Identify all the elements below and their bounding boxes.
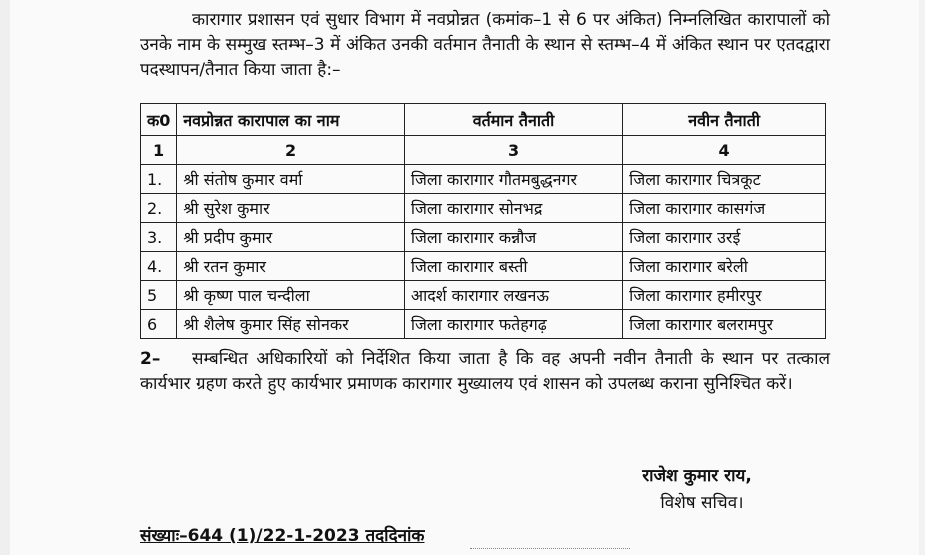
table-row xyxy=(141,281,826,310)
current-posting: आदर्श कारागार लखनऊ xyxy=(404,281,622,310)
cutoff-line-trace xyxy=(470,548,630,555)
current-posting: जिला कारागार कन्नौज xyxy=(404,223,622,252)
new-posting: जिला कारागार हमीरपुर xyxy=(623,281,826,310)
column-number-row xyxy=(141,136,826,165)
paragraph-2-text: सम्बन्धित अधिकारियों को निर्देशित किया जाता है कि वह अपनी नवीन तैनाती के स्थान पर तत्काल कार्यभार ग्रहण करते हुए कार्यभार प्रमाणक कारागार मुख्यालय एवं शासन को उपलब्ध कराना सुनिश्चित करें। xyxy=(140,349,830,394)
row-serial: 2. xyxy=(141,194,177,223)
officer-name: श्री सुरेश कुमार xyxy=(177,194,405,223)
officer-name: श्री कृष्ण पाल चन्दीला xyxy=(177,281,405,310)
col-number: 1 xyxy=(141,136,177,165)
signatory-designation: विशेष सचिव। xyxy=(660,493,744,513)
table-row xyxy=(141,165,826,194)
row-serial: 3. xyxy=(141,223,177,252)
col-number: 2 xyxy=(177,136,405,165)
intro-paragraph: कारागार प्रशासन एवं सुधार विभाग में नवप्रोन्नत (कमांक–1 से 6 पर अंकित) निम्नलिखित कारापालों को उनके नाम के सम्मुख स्तम्भ–3 में अंकित उनकी वर्तमान तैनाती के स्थान से स्तम्भ–4 में अंकित स्थान पर एतदद्वारा पदस्थापन/तैनात किया जाता है:– xyxy=(140,10,830,80)
col-number: 4 xyxy=(623,136,826,165)
officer-name: श्री शैलेष कुमार सिंह सोनकर xyxy=(177,310,405,339)
paragraph-2 xyxy=(140,347,830,397)
posting-table xyxy=(140,103,826,339)
row-serial: 5 xyxy=(141,281,177,310)
current-posting: जिला कारागार गौतमबुद्धनगर xyxy=(404,165,622,194)
new-posting: जिला कारागार चित्रकूट xyxy=(623,165,826,194)
current-posting: जिला कारागार सोनभद्र xyxy=(404,194,622,223)
current-posting: जिला कारागार फतेहगढ़ xyxy=(404,310,622,339)
page-right-shadow xyxy=(919,0,925,555)
col-number: 3 xyxy=(404,136,622,165)
new-posting: जिला कारागार बरेली xyxy=(623,252,826,281)
new-posting: जिला कारागार उरई xyxy=(623,223,826,252)
header-new-posting: नवीन तैनाती xyxy=(623,104,826,136)
header-name: नवप्रोन्नत कारापाल का नाम xyxy=(177,104,405,136)
page-left-shadow xyxy=(0,0,10,555)
table-row xyxy=(141,310,826,339)
officer-name: श्री रतन कुमार xyxy=(177,252,405,281)
paragraph-number: 2– xyxy=(140,349,161,369)
reference-number: संख्याः–644 (1)/22-1-2023 तददिनांक xyxy=(140,526,425,546)
header-serial: क0 xyxy=(141,104,177,136)
officer-name: श्री प्रदीप कुमार xyxy=(177,223,405,252)
row-serial: 4. xyxy=(141,252,177,281)
row-serial: 1. xyxy=(141,165,177,194)
new-posting: जिला कारागार बलरामपुर xyxy=(623,310,826,339)
header-current-posting: वर्तमान तैनाती xyxy=(404,104,622,136)
officer-name: श्री संतोष कुमार वर्मा xyxy=(177,165,405,194)
signatory-name: राजेश कुमार राय, xyxy=(642,466,752,486)
table-row xyxy=(141,252,826,281)
table-row xyxy=(141,194,826,223)
table-row xyxy=(141,223,826,252)
new-posting: जिला कारागार कासगंज xyxy=(623,194,826,223)
table-header-row xyxy=(141,104,826,136)
row-serial: 6 xyxy=(141,310,177,339)
current-posting: जिला कारागार बस्ती xyxy=(404,252,622,281)
